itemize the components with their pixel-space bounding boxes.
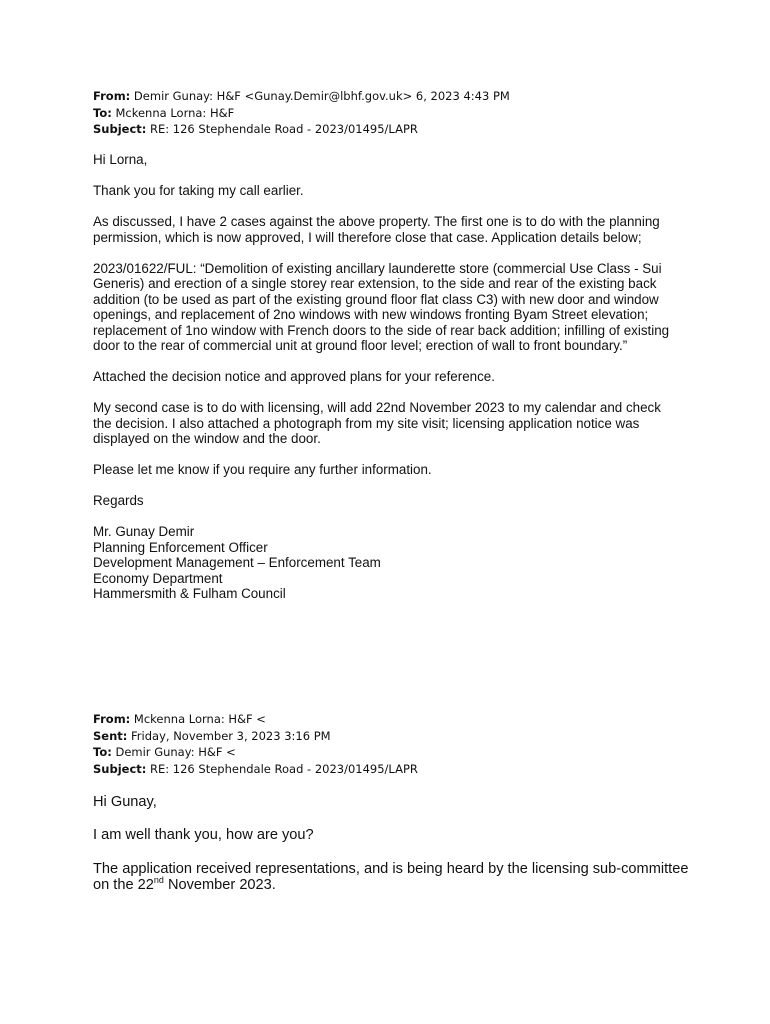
email1-paragraph-further-info: Please let me know if you require any further information. — [93, 462, 432, 477]
email2-header — [93, 711, 418, 777]
email2-from-value: Mckenna Lorna: H&F < — [130, 712, 266, 726]
email1-paragraph-application: 2023/01622/FUL: “Demolition of existing ancillary launderette store (commercial Use Class - Sui Generis) and erection of a single storey rear extension, to the side and rear of the existing back addition (to be used as part of the existing ground floor flat class C3) with new door and window openings, and replacement of 2no windows with new windows fronting Byam Street elevation; replacement of 1no window with French doors to the side of rear back addition; infilling of existing door to the rear of commercial unit at ground floor level; erection of wall to front boundary.” — [93, 260, 670, 353]
email2-from-label: From: — [93, 712, 131, 726]
email2-from-line — [93, 711, 418, 728]
signature-team: Development Management – Enforcement Team — [93, 555, 381, 570]
email2-line-representations — [93, 861, 693, 895]
email2-line-representations-end: November 2023. — [163, 877, 276, 894]
email1-to-label: To: — [93, 105, 112, 120]
email1-closing: Regards — [93, 493, 144, 508]
email1-subject-line — [93, 121, 510, 138]
email1-subject-label: Subject: — [93, 122, 147, 136]
email1-from-value: Demir Gunay: H&F <Gunay.Demir@lbhf.gov.uk> 6, 2023 4:43 PM — [130, 89, 510, 103]
email1-paragraph-attached: Attached the decision notice and approved plans for your reference. — [93, 369, 495, 384]
email1-paragraph-licensing: My second case is to do with licensing, will add 22nd November 2023 to my calendar and check the decision. I also attached a photograph from my site visit; licensing application notice was displayed on the window and the door. — [93, 400, 661, 446]
email2-subject-value: RE: 126 Stephendale Road - 2023/01495/LAPR — [146, 761, 418, 776]
email2-sent-label: Sent: — [93, 728, 128, 743]
signature-council: Hammersmith & Fulham Council — [93, 586, 286, 601]
email1-header — [93, 88, 510, 138]
email2-greeting: Hi Gunay, — [93, 794, 157, 810]
email1-paragraph-thanks: Thank you for taking my call earlier. — [93, 183, 304, 198]
email2-body — [93, 794, 693, 911]
email1-greeting: Hi Lorna, — [93, 152, 148, 167]
email1-from-line — [93, 88, 510, 105]
email1-from-label: From: — [93, 89, 131, 103]
email1-to-value: Mckenna Lorna: H&F — [111, 105, 235, 120]
email2-sent-line — [93, 728, 418, 745]
email2-to-value: Demir Gunay: H&F < — [111, 745, 236, 759]
email1-to-line — [93, 105, 510, 122]
email1-body — [93, 152, 683, 602]
email2-subject-line — [93, 761, 418, 778]
email2-line-well: I am well thank you, how are you? — [93, 827, 314, 844]
signature-name: Mr. Gunay Demir — [93, 524, 195, 539]
email1-signature — [93, 524, 683, 602]
signature-department: Economy Department — [93, 570, 223, 586]
signature-title: Planning Enforcement Officer — [93, 539, 268, 555]
email1-subject-value: RE: 126 Stephendale Road - 2023/01495/LAPR — [146, 122, 418, 136]
email2-subject-label: Subject: — [93, 761, 147, 776]
email2-ordinal-suffix: nd — [153, 875, 164, 886]
email2-sent-value: Friday, November 3, 2023 3:16 PM — [127, 728, 331, 743]
email2-to-label: To: — [93, 745, 112, 759]
email1-paragraph-cases: As discussed, I have 2 cases against the above property. The first one is to do with the planning permission, which is now approved, I will therefore close that case. Application details below; — [93, 214, 660, 245]
email2-line-representations-start: The application received representations, and is being heard by the licensing sub-committee on the 22 — [93, 860, 689, 894]
email2-to-line — [93, 744, 418, 761]
